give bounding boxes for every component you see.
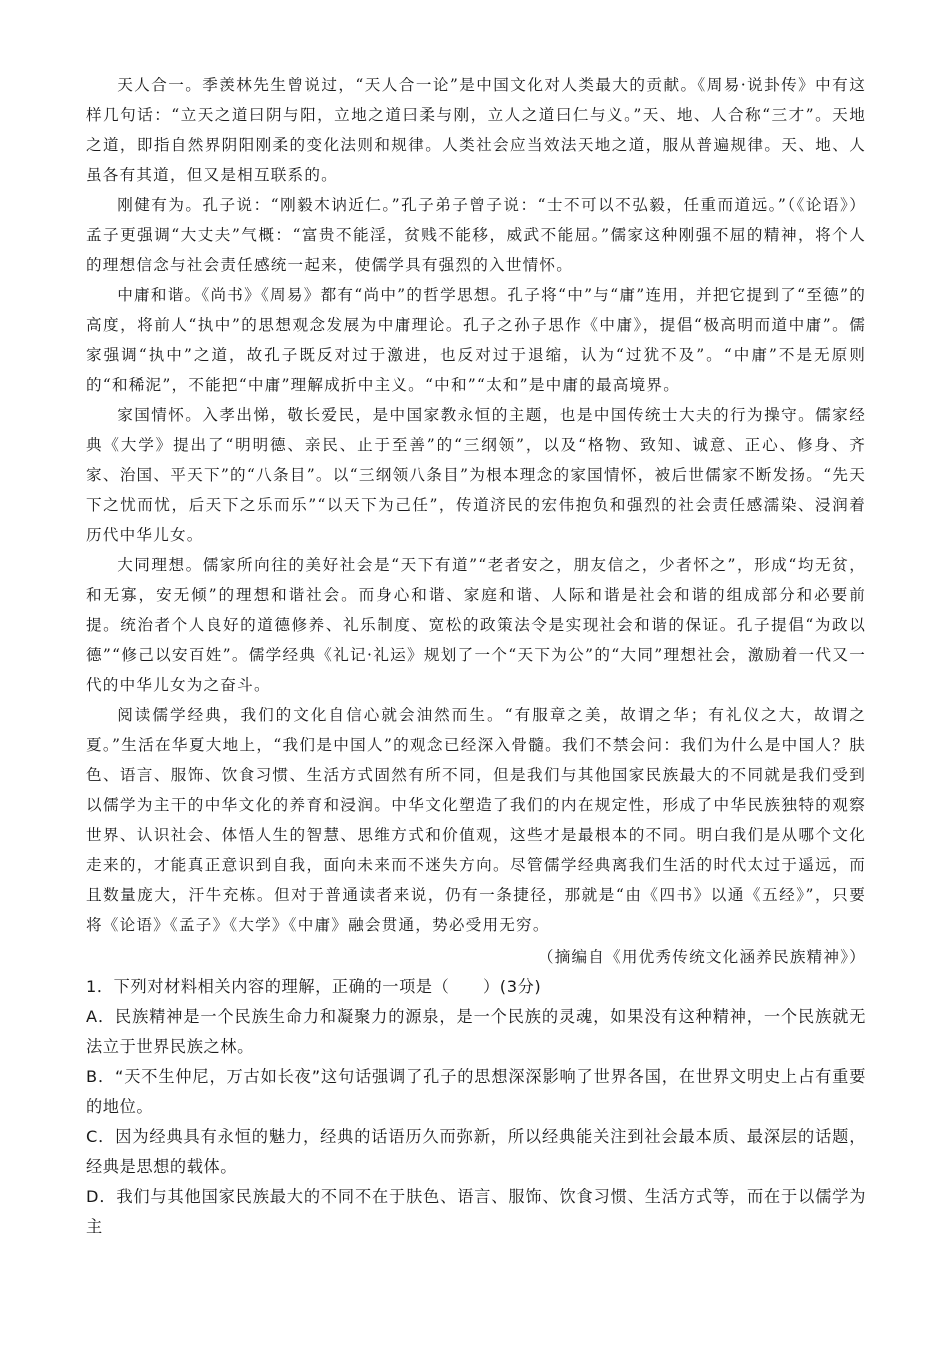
paragraph-tianren-heyi: 天人合一。季羡林先生曾说过，“天人合一论”是中国文化对人类最大的贡献。《周易·说卦传》中有这样几句话：“立天之道曰阴与阳，立地之道曰柔与刚，立人之道曰仁与义。”天、地、人合称“三才”。天地之道，即指自然界阴阳刚柔的变化法则和规律。人类社会应当效法天地之道，服从普遍规律。天、地、人虽各有其道，但又是相互联系的。 [86, 76, 866, 184]
option-c: C．因为经典具有永恒的魅力，经典的话语历久而弥新，所以经典能关注到社会最本质、最深层的话题，经典是思想的载体。 [86, 1127, 866, 1176]
reading-passage [86, 70, 866, 940]
paragraph-wenhua-zixin: 阅读儒学经典，我们的文化自信心就会油然而生。“有服章之美，故谓之华；有礼仪之大，故谓之夏。”生活在华夏大地上，“我们是中国人”的观念已经深入骨髓。我们不禁会问：我们为什么是中国人？肤色、语言、服饰、饮食习惯、生活方式固然有所不同，但是我们与其他国家民族最大的不同就是我们受到以儒学为主干的中华文化的养育和浸润。中华文化塑造了我们的内在规定性，形成了中华民族独特的观察世界、认识社会、体悟人生的智慧、思维方式和价值观，这些才是最根本的不同。明白我们是从哪个文化走来的，才能真正意识到自我，面向未来而不迷失方向。尽管儒学经典离我们生活的时代太过于遥远，而且数量庞大，汗牛充栋。但对于普通读者来说，仍有一条捷径，那就是“由《四书》以通《五经》”，只要将《论语》《孟子》《大学》《中庸》融会贯通，势必受用无穷。 [86, 706, 866, 934]
passage-source: （摘编自《用优秀传统文化涵养民族精神》） [537, 948, 866, 966]
paragraph-datong-lixiang: 大同理想。儒家所向往的美好社会是“天下有道”“老者安之，朋友信之，少者怀之”，形成“均无贫，和无寡，安无倾”的理想和谐社会。而身心和谐、家庭和谐、人际和谐是社会和谐的组成部分和必要前提。统治者个人良好的道德修养、礼乐制度、宽松的政策法令是实现社会和谐的保证。孔子提倡“为政以德”“修己以安百姓”。儒学经典《礼记·礼运》规划了一个“天下为公”的“大同”理想社会，激励着一代又一代的中华儿女为之奋斗。 [86, 556, 866, 694]
paragraph-zhongyong-hexie: 中庸和谐。《尚书》《周易》都有“尚中”的哲学思想。孔子将“中”与“庸”连用，并把它提到了“至德”的高度，将前人“执中”的思想观念发展为中庸理论。孔子之孙子思作《中庸》，提倡“极高明而道中庸”。儒家强调“执中”之道，故孔子既反对过于激进，也反对过于退缩，认为“过犹不及”。“中庸”不是无原则的“和稀泥”，不能把“中庸”理解成折中主义。“中和”“太和”是中庸的最高境界。 [86, 286, 866, 394]
question-1 [86, 972, 866, 1242]
paragraph-jiaguo-qinghuai: 家国情怀。入孝出悌，敬长爱民，是中国家教永恒的主题，也是中国传统士大夫的行为操守。儒家经典《大学》提出了“明明德、亲民、止于至善”的“三纲领”，以及“格物、致知、诚意、正心、修身、齐家、治国、平天下”的“八条目”。以“三纲领八条目”为根本理念的家国情怀，被后世儒家不断发扬。“先天下之忧而忧，后天下之乐而乐”“以天下为己任”，传道济民的宏伟抱负和强烈的社会责任感濡染、浸润着历代中华儿女。 [86, 406, 866, 544]
paragraph-gangjian-youwei: 刚健有为。孔子说：“刚毅木讷近仁。”孔子弟子曾子说：“士不可以不弘毅，任重而道远。”（《论语》）孟子更强调“大丈夫”气概：“富贵不能淫，贫贱不能移，威武不能屈。”儒家这种刚强不屈的精神，将个人的理想信念与社会责任感统一起来，使儒学具有强烈的入世情怀。 [86, 196, 866, 274]
document-page [86, 70, 866, 1242]
option-a: A．民族精神是一个民族生命力和凝聚力的源泉，是一个民族的灵魂，如果没有这种精神，一个民族就无法立于世界民族之林。 [86, 1007, 866, 1056]
question-stem: 1．下列对材料相关内容的理解，正确的一项是（ ）(3分) [86, 977, 542, 996]
option-d: D．我们与其他国家民族最大的不同不在于肤色、语言、服饰、饮食习惯、生活方式等，而在于以儒学为主 [86, 1187, 866, 1236]
option-b: B．“天不生仲尼，万古如长夜”这句话强调了孔子的思想深深影响了世界各国，在世界文明史上占有重要的地位。 [86, 1067, 866, 1116]
